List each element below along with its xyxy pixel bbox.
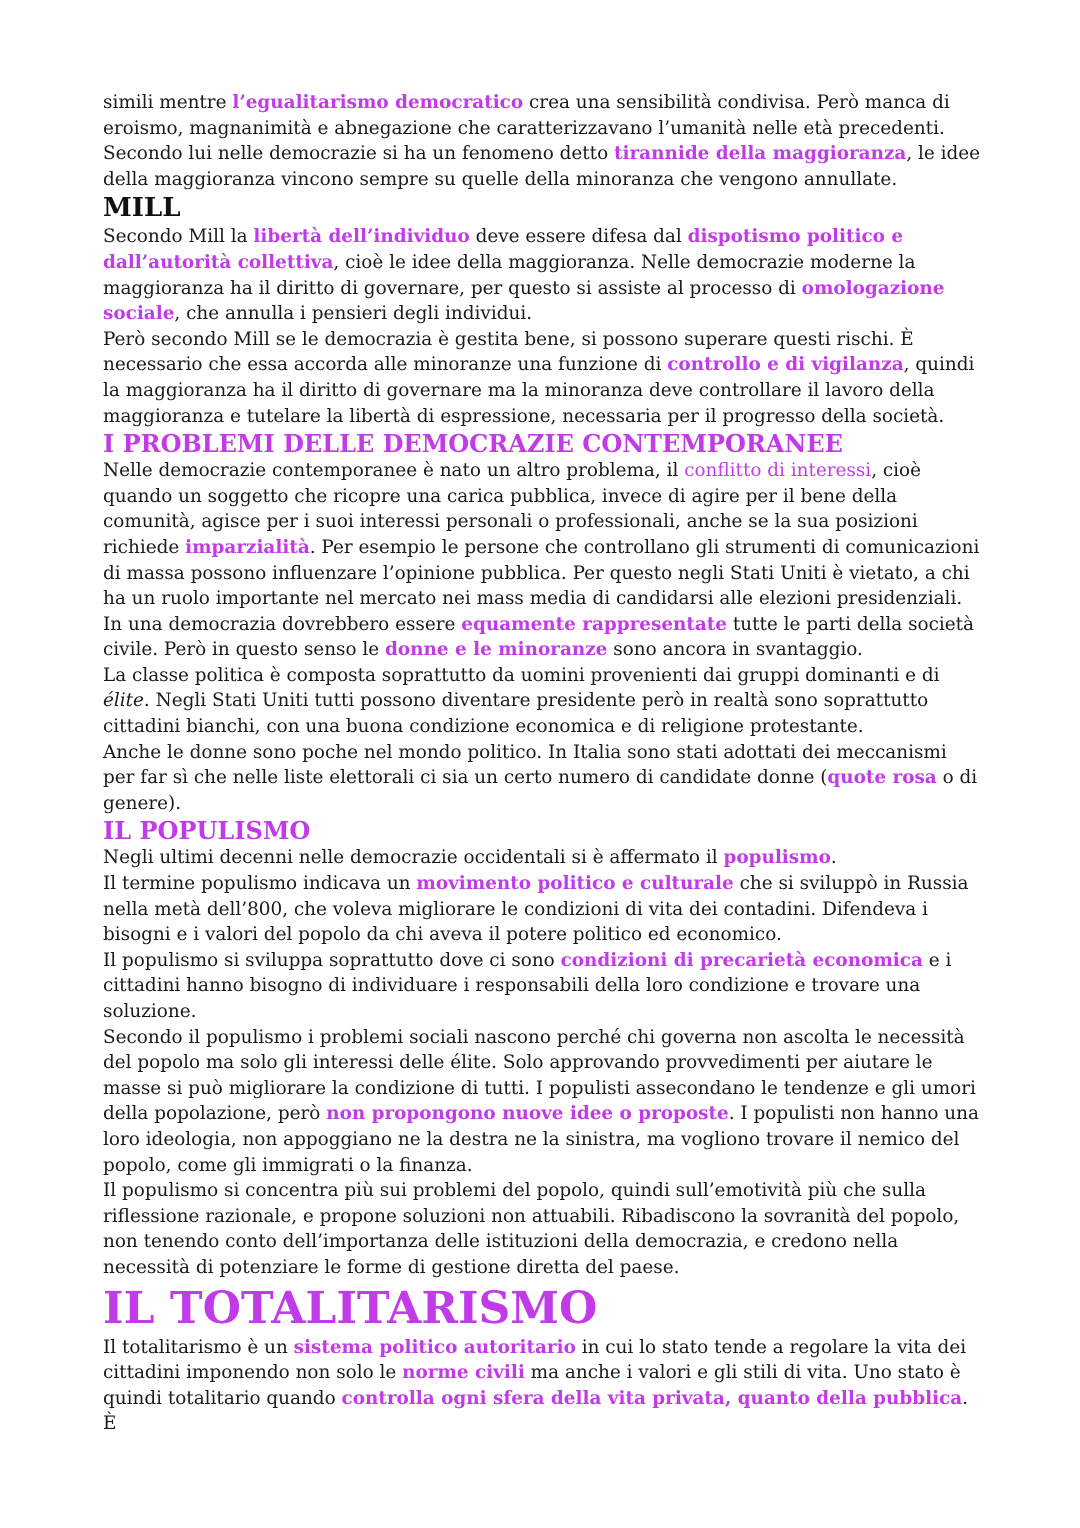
paragraph <box>103 224 983 326</box>
text-run: Il termine populismo indicava un <box>103 873 417 895</box>
paragraph <box>103 1335 983 1437</box>
paragraph <box>103 327 983 429</box>
paragraph <box>103 740 983 817</box>
text-run: che si sviluppò in Russia nella metà dell’800, che voleva migliorare le condizioni di vita dei contadini. Difendeva i bisogni e i valori del popolo da chi aveva il potere politico ed economico. <box>103 873 969 946</box>
text-run: Il populismo si sviluppa soprattutto dove ci sono <box>103 949 561 971</box>
highlighted-term: condizioni di precarietà economica <box>560 949 923 971</box>
highlighted-term: sistema politico autoritario <box>293 1336 576 1358</box>
text-run: deve essere difesa dal <box>469 226 688 248</box>
highlighted-term: norme civili <box>402 1362 525 1384</box>
text-run: sono ancora in svantaggio. <box>607 639 863 661</box>
paragraph <box>103 1178 983 1280</box>
highlighted-term: libertà dell’individuo <box>253 226 470 248</box>
text-run: crea una sensibilità condivisa. Però manca di eroismo, magnanimità e abnegazione che caratterizzavano l’umanità nelle età precedenti. Secondo lui nelle democrazie si ha un fenomeno detto <box>103 92 950 165</box>
paragraph <box>103 948 983 1025</box>
text-run: Nelle democrazie contemporanee è nato un altro problema, il <box>103 460 685 482</box>
text-run: Il populismo si concentra più sui problemi del popolo, quindi sull’emotività più che sulla riflessione razionale, e propone soluzioni non attuabili. Ribadiscono la sovranità del popolo, non tenendo conto dell’importanza delle istituzioni della democrazia, e credono nella necessità di potenziare le forme di gestione diretta del paese. <box>103 1180 960 1278</box>
text-run: in cui lo stato tende a regolare la vita dei cittadini imponendo non solo le <box>103 1336 967 1384</box>
text-run: . È <box>103 1387 969 1435</box>
paragraph <box>103 612 983 663</box>
text-run: e i cittadini hanno bisogno di individuare i responsabili della loro condizione e trovare una soluzione. <box>103 949 952 1022</box>
highlighted-term: l’egualitarismo democratico <box>232 92 524 113</box>
text-run: Però secondo Mill se le democrazia è gestita bene, si possono superare questi rischi. È necessario che essa accorda alle minoranze una funzione di <box>103 328 914 376</box>
text-run: Anche le donne sono poche nel mondo politico. In Italia sono stati adottati dei meccanismi per far sì che nelle liste elettorali ci sia un certo numero di candidate donne ( <box>103 741 947 789</box>
text-run: . Per esempio le persone che controllano gli strumenti di comunicazioni di massa possono influenzare l’opinione pubblica. Per questo negli Stati Uniti è vietato, a chi ha un ruolo importante nel mercato nei mass media di candidarsi alle elezioni presidenziali. <box>103 536 980 610</box>
highlighted-term: quote rosa <box>827 767 937 789</box>
highlighted-term: controlla ogni sfera della vita privata, quanto della pubblica <box>341 1387 963 1409</box>
highlighted-term: non propongono nuove idee o proposte <box>326 1103 729 1125</box>
text-run: La classe politica è composta soprattutto da uomini provenienti dai gruppi dominanti e di <box>103 664 940 686</box>
paragraph <box>103 90 983 192</box>
document-page <box>103 90 983 1437</box>
highlighted-term: donne e le minoranze <box>385 639 608 661</box>
text-run: tutte le parti della società civile. Però in questo senso le <box>103 613 975 661</box>
paragraph <box>103 458 983 612</box>
highlighted-term: conflitto di interessi <box>684 460 872 482</box>
highlighted-term: élite <box>103 690 144 712</box>
text-run: Secondo il populismo i problemi sociali nascono perché chi governa non ascolta le necessità del popolo ma solo gli interessi delle élite. Solo approvando provvedimenti per aiutare le masse si può migliorare la condizione di tutti. I populisti assecondano le tendenze e gli umori della popolazione, però <box>103 1026 976 1125</box>
highlighted-term: controllo e di vigilanza <box>667 354 904 376</box>
section-heading: I PROBLEMI DELLE DEMOCRAZIE CONTEMPORANEE <box>103 429 843 459</box>
text-run: , le idee della maggioranza vincono sempre su quelle della minoranza che vengono annullate. <box>103 143 981 190</box>
highlighted-term: movimento politico e culturale <box>416 873 734 895</box>
paragraph <box>103 871 983 948</box>
text-run: , cioè quando un soggetto che ricopre una carica pubblica, invece di agire per il bene della comunità, agisce per i suoi interessi personali o professionali, anche se la sua posizioni richiede <box>103 460 922 558</box>
highlighted-term: tirannide della maggioranza <box>614 143 907 165</box>
paragraph <box>103 1025 983 1179</box>
highlighted-term: omologazione sociale <box>103 277 945 325</box>
text-run: In una democrazia dovrebbero essere <box>103 613 462 635</box>
section-heading: MILL <box>103 193 181 224</box>
text-run: Secondo Mill la <box>103 226 254 248</box>
chapter-heading: IL TOTALITARISMO <box>103 1282 598 1334</box>
highlighted-term: equamente rappresentate <box>461 613 728 635</box>
highlighted-term: imparzialità <box>185 536 310 558</box>
paragraph <box>103 663 983 740</box>
text-run: o di genere). <box>103 767 978 814</box>
section-heading: IL POPULISMO <box>103 816 311 846</box>
paragraph <box>103 845 983 871</box>
text-run: . <box>830 847 837 869</box>
text-run: , quindi la maggioranza ha il diritto di governare ma la minoranza deve controllare il lavoro della maggioranza e tutelare la libertà di espressione, necessaria per il progresso della società. <box>103 354 975 427</box>
highlighted-term: populismo <box>723 847 831 869</box>
text-run: Negli ultimi decenni nelle democrazie occidentali si è affermato il <box>103 847 724 869</box>
text-run: ma anche i valori e gli stili di vita. Uno stato è quindi totalitario quando <box>103 1362 961 1409</box>
text-run: , cioè le idee della maggioranza. Nelle democrazie moderne la maggioranza ha il diritto di governare, per questo si assiste al processo di <box>103 251 916 299</box>
text-run: , che annulla i pensieri degli individui. <box>174 303 533 325</box>
text-run: Il totalitarismo è un <box>103 1336 294 1358</box>
text-run: . I populisti non hanno una loro ideologia, non appoggiano ne la destra ne la sinistra, ma vogliono trovare il nemico del popolo, come gli immigrati o la finanza. <box>103 1103 979 1176</box>
text-run: simili mentre <box>103 92 233 113</box>
text-run: . Negli Stati Uniti tutti possono diventare presidente però in realtà sono soprattutto cittadini bianchi, con una buona condizione economica e di religione protestante. <box>103 690 929 738</box>
highlighted-term: dispotismo politico e dall’autorità collettiva <box>103 226 904 273</box>
